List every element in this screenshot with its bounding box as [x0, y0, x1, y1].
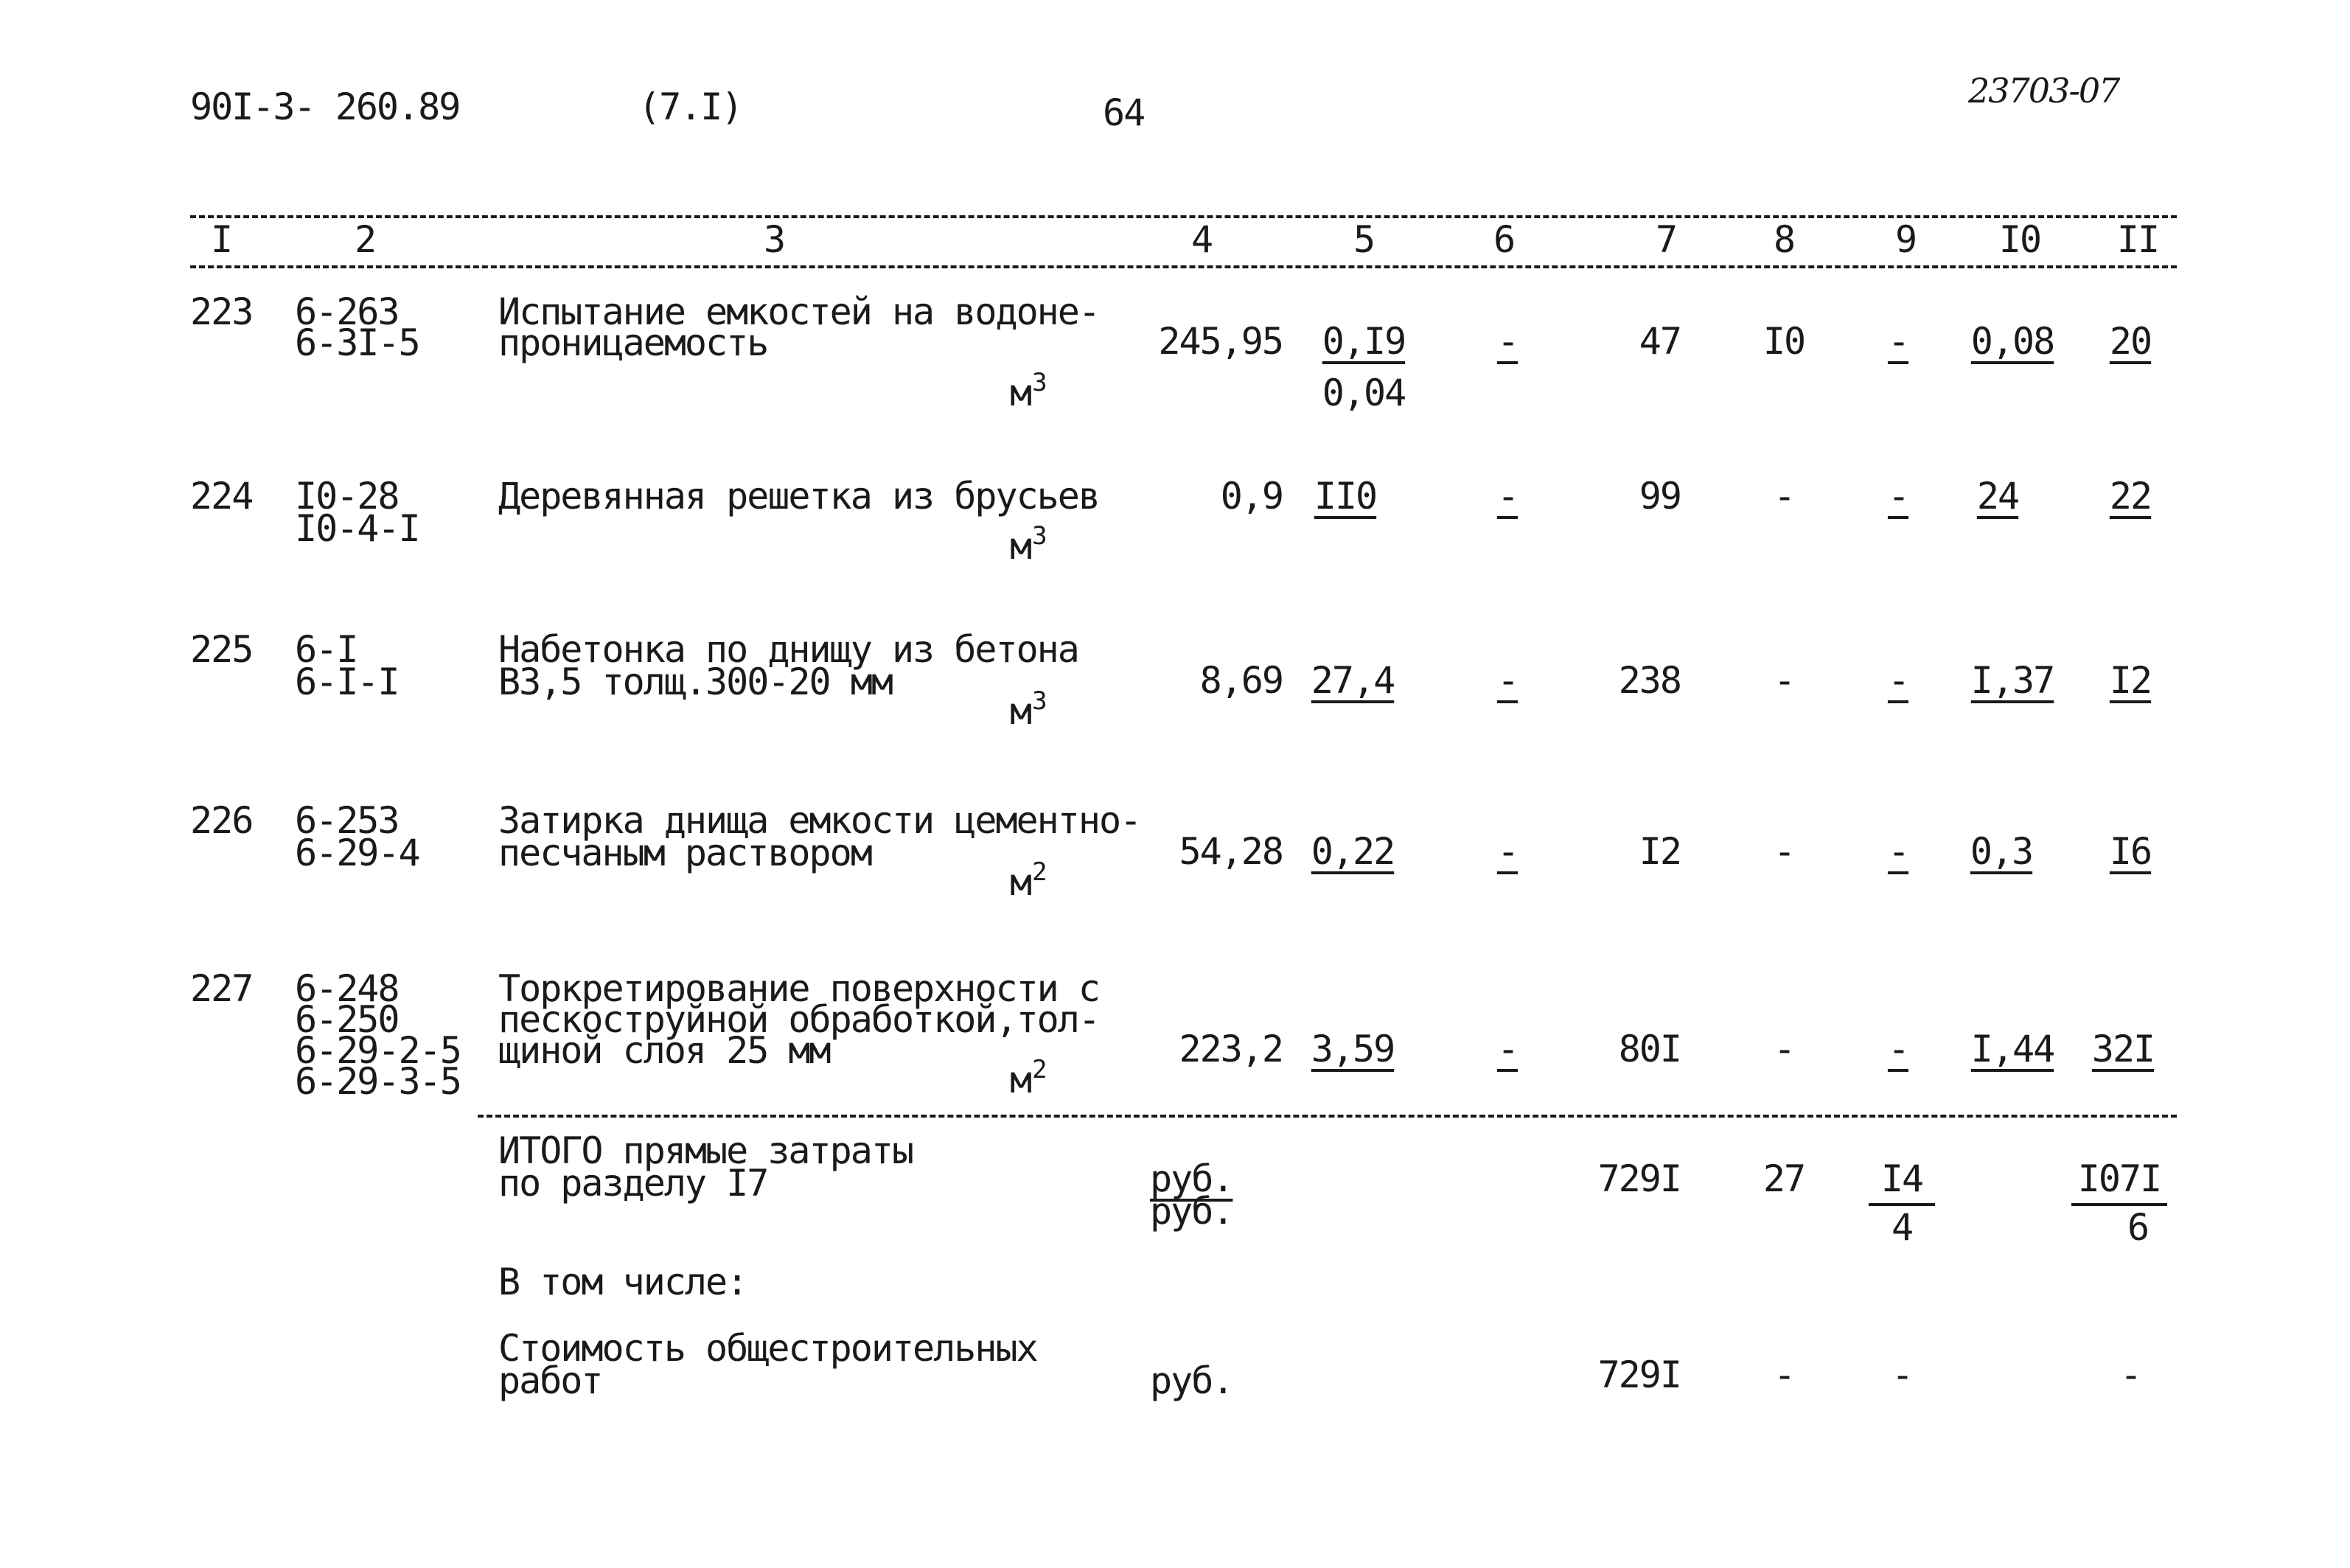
- row-col6: -: [1496, 830, 1519, 873]
- row-col8: I0: [1762, 320, 1805, 363]
- col-9-header: 9: [1894, 218, 1917, 261]
- general-label: работ: [498, 1359, 602, 1402]
- row-col8: -: [1773, 830, 1795, 873]
- row-quantity: 54,28: [1179, 830, 1283, 873]
- row-col8: -: [1773, 475, 1795, 518]
- row-quantity: 0,9: [1220, 475, 1283, 518]
- totals-col8: 27: [1762, 1157, 1805, 1200]
- row-col9: -: [1887, 320, 1909, 363]
- general-col9: -: [1891, 1353, 1913, 1396]
- row-quantity: 245,95: [1158, 320, 1283, 363]
- general-label: Стоимость общестроительных: [498, 1327, 1037, 1370]
- row-col7: 80I: [1618, 1028, 1681, 1070]
- row-description: пескоструйной обработкой,тол-: [498, 998, 1099, 1041]
- row-unit: $м^3$: [1010, 686, 1046, 733]
- doc-code: 90I-3- 260.89: [190, 86, 460, 128]
- totals-unit-lower: руб.: [1150, 1190, 1233, 1233]
- row-col11: 22: [2109, 475, 2152, 518]
- row-col5: 0,22: [1311, 830, 1395, 873]
- header-rule-bottom: [190, 265, 2177, 268]
- row-col9: -: [1887, 1028, 1909, 1070]
- row-description: щиной слоя 25 мм: [498, 1029, 830, 1072]
- row-code: 6-29-4: [295, 832, 419, 874]
- col-2-header: 2: [354, 218, 376, 261]
- col-6-header: 6: [1493, 218, 1515, 261]
- row-description: песчаным раствором: [498, 832, 871, 874]
- row-col11: I6: [2109, 830, 2152, 873]
- general-col11: -: [2119, 1353, 2141, 1396]
- row-description: Набетонка по днищу из бетона: [498, 628, 1078, 671]
- row-code: 6-248: [295, 967, 399, 1010]
- general-col8: -: [1773, 1353, 1795, 1396]
- handwritten-number: 23703-07: [1968, 71, 2119, 111]
- row-col10: I,44: [1970, 1028, 2054, 1070]
- row-col6: -: [1496, 475, 1519, 518]
- sheet-ref: (7.I): [638, 86, 742, 128]
- row-number: 224: [190, 475, 253, 518]
- col-5-header: 5: [1353, 218, 1375, 261]
- row-col7: 47: [1639, 320, 1681, 363]
- row-unit: $м^2$: [1010, 857, 1046, 904]
- col-3-header: 3: [763, 218, 785, 261]
- row-col11: 32I: [2091, 1028, 2155, 1070]
- row-code: 6-253: [295, 799, 399, 842]
- totals-col7: 729I: [1597, 1157, 1681, 1200]
- totals-col9: I4: [1880, 1157, 1923, 1200]
- row-col5: 27,4: [1311, 659, 1395, 702]
- row-quantity: 8,69: [1199, 659, 1283, 702]
- totals-label: ИТОГО прямые затраты: [498, 1129, 913, 1172]
- row-number: 225: [190, 628, 253, 671]
- row-code: I0-28: [295, 475, 399, 518]
- header-rule-top: [190, 215, 2177, 218]
- totals-col11-lower: 6: [2127, 1206, 2149, 1249]
- totals-col11-fraction-line: [2071, 1203, 2167, 1206]
- row-col7: I2: [1639, 830, 1681, 873]
- row-unit: $м^2$: [1010, 1055, 1046, 1101]
- row-col8: -: [1773, 659, 1795, 702]
- totals-rule: [478, 1115, 2177, 1118]
- row-col6: -: [1496, 1028, 1519, 1070]
- row-code: 6-263: [295, 290, 399, 333]
- row-description: Деревянная решетка из брусьев: [498, 475, 1099, 518]
- row-description: Торкретирование поверхности с: [498, 967, 1099, 1010]
- row-code: 6-29-2-5: [295, 1029, 461, 1072]
- row-col9: -: [1887, 659, 1909, 702]
- row-col11: 20: [2109, 320, 2152, 363]
- row-description: проницаемость: [498, 321, 768, 364]
- row-description: В3,5 толщ.300-20 мм: [498, 661, 892, 703]
- row-col7: 99: [1639, 475, 1681, 518]
- row-col9: -: [1887, 830, 1909, 873]
- row-code: 6-3I-5: [295, 321, 419, 364]
- row-col5: II0: [1314, 475, 1377, 518]
- row-code: 6-I-I: [295, 661, 399, 703]
- row-number: 226: [190, 799, 253, 842]
- row-description: Затирка днища емкости цементно-: [498, 799, 1141, 842]
- row-col8: -: [1773, 1028, 1795, 1070]
- row-col5: 0,I9: [1322, 320, 1406, 363]
- col-4-header: 4: [1190, 218, 1213, 261]
- row-number: 227: [190, 967, 253, 1010]
- row-description: Испытание емкостей на водоне-: [498, 290, 1099, 333]
- general-col7: 729I: [1597, 1353, 1681, 1396]
- row-col10: 24: [1976, 475, 2019, 518]
- row-code: I0-4-I: [295, 507, 419, 550]
- row-col9: -: [1887, 475, 1909, 518]
- row-number: 223: [190, 290, 253, 333]
- row-col11: I2: [2109, 659, 2152, 702]
- row-col7: 238: [1618, 659, 1681, 702]
- col-10-header: I0: [1998, 218, 2041, 261]
- totals-col11: I07I: [2077, 1157, 2161, 1200]
- row-col6: -: [1496, 659, 1519, 702]
- row-unit: $м^3$: [1010, 521, 1046, 568]
- row-col5-lower: 0,04: [1322, 372, 1406, 414]
- totals-label: по разделу I7: [498, 1162, 768, 1205]
- row-col5: 3,59: [1311, 1028, 1395, 1070]
- row-col10: I,37: [1970, 659, 2054, 702]
- row-col10: 0,3: [1970, 830, 2033, 873]
- row-col6: -: [1496, 320, 1519, 363]
- totals-col9-lower: 4: [1891, 1206, 1913, 1249]
- col-8-header: 8: [1773, 218, 1795, 261]
- row-col10: 0,08: [1970, 320, 2054, 363]
- general-unit: руб.: [1150, 1359, 1233, 1402]
- row-code: 6-29-3-5: [295, 1060, 461, 1103]
- col-7-header: 7: [1655, 218, 1677, 261]
- totals-unit: руб.: [1150, 1157, 1233, 1200]
- col-11-header: II: [2116, 218, 2159, 261]
- row-unit: $м^3$: [1010, 368, 1046, 414]
- row-code: 6-250: [295, 998, 399, 1041]
- including-label: В том числе:: [498, 1261, 747, 1303]
- row-code: 6-I: [295, 628, 358, 671]
- page-number: 64: [1103, 91, 1145, 134]
- col-1-header: I: [210, 218, 232, 261]
- row-quantity: 223,2: [1179, 1028, 1283, 1070]
